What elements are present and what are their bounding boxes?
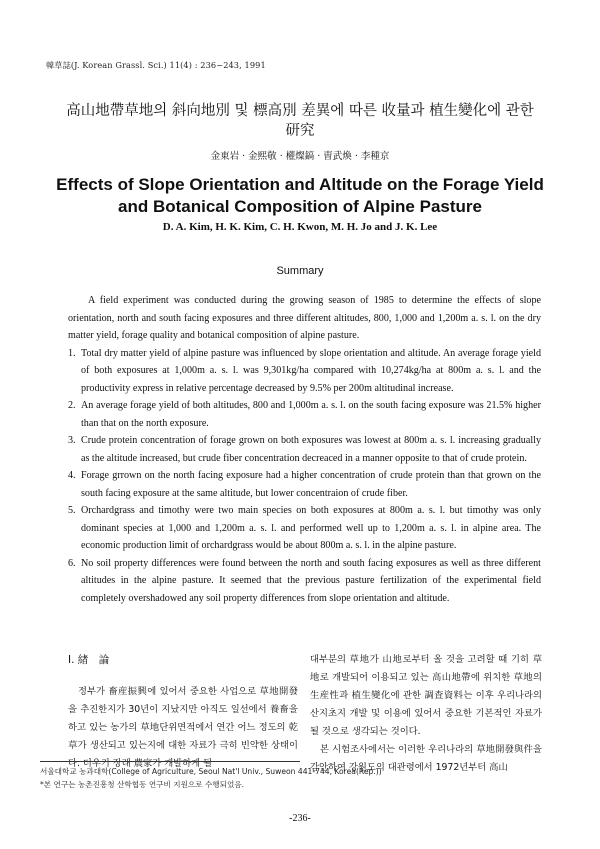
body-paragraph: 본 시험조사에서는 이러한 우리나라의 草地開發與件을 감안하여 강원도의 대관령에서 1972년부터 高山 xyxy=(310,744,542,773)
korean-authors: 金東岩 · 金熙敬 · 權燦鎬 · 曺武煥 · 李種京 xyxy=(210,151,390,162)
english-authors: D. A. Kim, H. K. Kim, C. H. Kwon, M. H. Jo and J. K. Lee xyxy=(162,221,438,233)
item-text: Orchardgrass and timothy were two main species on both exposures at 800m a. s. l. but timothy was only dominant species at 1,000 and 1,200m a. s. l. and performed well up to 1,200m a. s. l. in alpine area. The economic production limit of orchardgrass would be about 800m a. s. l. in the alpine pasture. xyxy=(81,505,541,551)
summary-item xyxy=(68,555,541,608)
summary-item xyxy=(68,467,541,502)
item-number: 2. xyxy=(68,400,76,411)
item-text: Forage grrown on the north facing exposure had a higher concentration of crude protein than that grown on the south facing exposure at the same altitude, but lower concentraion of crude fiber. xyxy=(81,470,541,499)
affiliation-footnote: 서울대학교 농과대학(College of Agriculture, Seoul Nat'l Univ., Suweon 441-744, Korea(Rep.)) xyxy=(40,767,382,776)
section-heading: Ⅰ. 緖 論 xyxy=(68,654,110,666)
english-title: Effects of Slope Orientation and Altitude on the Forage Yield and Botanical Composition of Alpine Pasture xyxy=(56,175,544,216)
item-text: Crude protein concentration of forage grown on both exposures was lowest at 800m a. s. l. increasing gradually as the altitude increased, but crude fiber concentration decreaced in a manner opposite to that of crude protein. xyxy=(81,435,541,464)
summary-heading: Summary xyxy=(276,265,324,277)
summary-body xyxy=(68,292,541,607)
journal-reference: 韓草誌(J. Korean Grassl. Sci.) 11(4) : 236~243, 1991 xyxy=(46,60,266,70)
summary-item xyxy=(68,397,541,432)
item-number: 4. xyxy=(68,470,76,481)
summary-item xyxy=(68,345,541,398)
summary-list xyxy=(68,345,541,608)
item-number: 3. xyxy=(68,435,76,446)
item-number: 6. xyxy=(68,557,76,569)
body-paragraph: 정부가 畜産振興에 있어서 중요한 사업으로 草地開發을 추진한지가 30년이 지났지만 아직도 일선에서 養畜을 하고 있는 농가의 草地단위면적에서 연간 어느 정도의 乾草가 생산되고 있는지에 대한 자료가 극히 빈약한 상태이다. 더우기 장래 農家가 개발하게 될 xyxy=(68,686,298,769)
funding-footnote: *본 연구는 농촌진흥청 산학협동 연구비 지원으로 수행되었음. xyxy=(40,780,245,789)
page-number: -236- xyxy=(289,813,311,824)
summary-intro: A field experiment was conducted during the growing season of 1985 to determine the effects of slope orientation, north and south facing exposures and three different altitudes, 800, 1,000 and 1,200m a. s. l. on the dry matter yield, forage quality and botanical composition of alpine pasture. xyxy=(68,295,541,341)
item-number: 1. xyxy=(68,347,76,359)
summary-item xyxy=(68,502,541,555)
korean-title: 高山地帶草地의 斜向地別 및 標高別 差異에 따른 收量과 植生變化에 관한 研究 xyxy=(66,103,534,139)
body-column-right xyxy=(310,651,542,777)
item-text: No soil property differences were found between the north and south facing exposures as well as three different altitudes in the alpine pasture. It seemed that the previous pasture fertilization of the experimental field completely overshadowed any soil property differences from slope orientation and altitude. xyxy=(81,557,541,604)
item-number: 5. xyxy=(68,505,76,516)
item-text: An average forage yield of both altitudes, 800 and 1,000m a. s. l. on the south facing exposure was 21.5% higher than that on the north exposure. xyxy=(81,400,541,429)
footnote-divider xyxy=(40,761,300,762)
item-text: Total dry matter yield of alpine pasture was influenced by slope orientation and altitude. An average forage yield of both exposures at 1,000m a. s. l. was 9,301kg/ha compared with 10,274kg/ha at 800m a. s. l. and the productivity express in relative percentage decreased by 9.5% per 200m altitudinal increase. xyxy=(81,347,541,394)
body-column-left xyxy=(68,651,298,773)
body-paragraph: 대부분의 草地가 山地로부터 올 것을 고려할 때 기히 草地로 개발되어 이용되고 있는 高山地帶에 위치한 草地의 生産性과 植生變化에 관한 調査資料는 이후 우리나라의 산지초지 개발 및 이용에 있어서 중요한 기본적인 자료가 될 것으로 생각되는 것이다. xyxy=(310,654,542,737)
summary-item xyxy=(68,432,541,467)
